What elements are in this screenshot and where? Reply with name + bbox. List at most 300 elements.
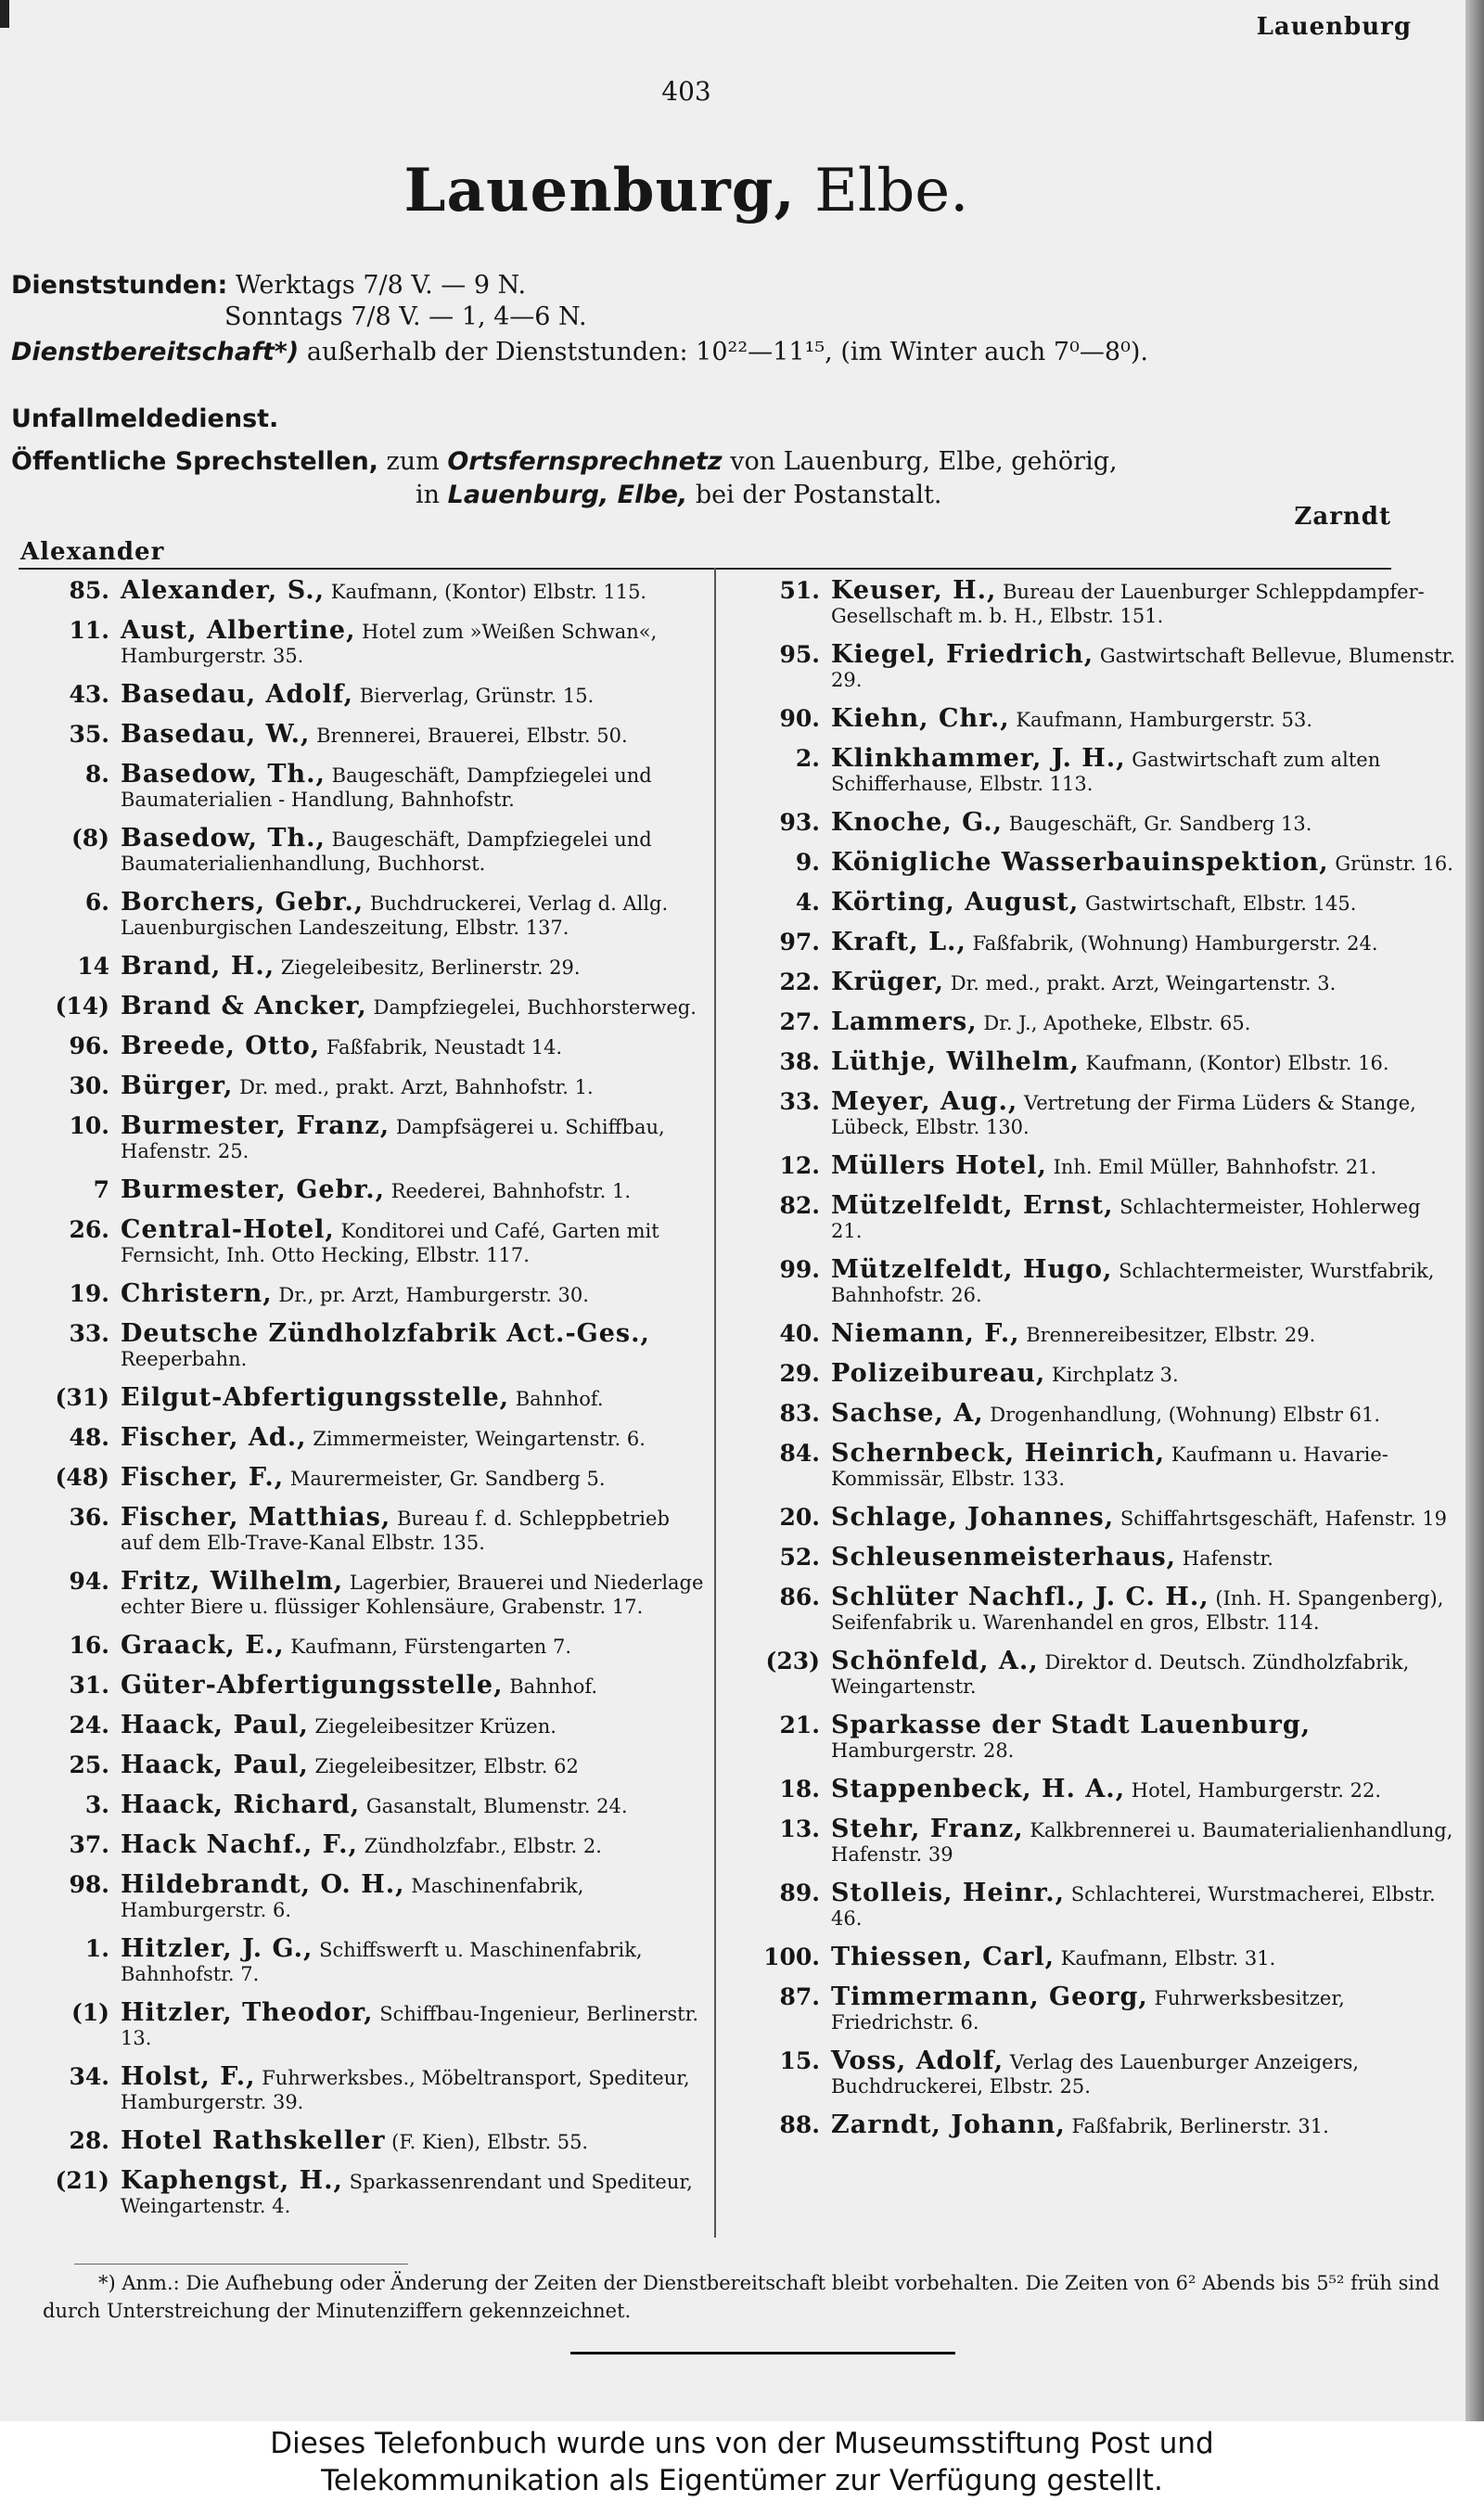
entry-description: Direktor d. Deutsch. Zündholzfabrik, Weingartenstr. [831,1651,1410,1698]
entry-text [831,1777,1456,1803]
range-start: Alexander [20,538,165,566]
entry-text [121,1567,704,1619]
entry-number: 88. [779,2111,820,2138]
entry-number: 82. [779,1192,820,1219]
entry-description: Kaufmann u. Havarie-Kommissär, Elbstr. 133. [831,1443,1388,1490]
entry-description: Faßfabrik, Berlinerstr. 31. [1071,2115,1329,2137]
entry-description: Kaufmann, (Kontor) Elbstr. 16. [1085,1052,1389,1074]
directory-entry [723,744,1456,796]
directory-entry [723,2049,1456,2098]
entry-number: 2. [795,745,820,772]
directory-entry [723,1982,1456,2034]
directory-entry [13,2062,704,2114]
entry-number: 37. [69,1831,109,1858]
entry-name: Schlüter Nachfl., J. C. H., [831,1583,1209,1611]
sprechstellen-text2: von Lauenburg, Elbe, gehörig, [730,447,1118,476]
entry-number: 38. [779,1048,820,1075]
entry-name: Schernbeck, Heinrich, [831,1439,1166,1468]
entry-name: Lüthje, Wilhelm, [831,1047,1080,1076]
entry-text [831,1151,1456,1180]
entry-text [121,760,704,812]
entry-description: Konditorei und Café, Garten mit Fernsicht, Inh. Otto Hecking, Elbstr. 117. [121,1220,659,1266]
directory-entry [13,1215,704,1267]
directory-entry [723,1881,1456,1931]
entry-text [121,1175,704,1204]
entry-number: 99. [779,1256,820,1283]
entry-name: Hitzler, Theodor, [121,1998,374,2027]
entry-text [831,1713,1456,1763]
entry-number: 30. [69,1072,109,1099]
entry-name: Polizeibureau, [831,1359,1046,1388]
entry-text [121,1503,704,1555]
sonntags-line [224,302,587,331]
directory-entry [13,1423,704,1452]
entry-number: 7 [93,1176,109,1203]
entry-description: Zimmermeister, Weingartenstr. 6. [313,1428,646,1450]
entry-number: 40. [779,1320,820,1347]
entry-description: Kaufmann, Hamburgerstr. 53. [1016,709,1313,731]
entry-name: Brand & Ancker, [121,992,367,1020]
entry-number: 94. [69,1568,109,1595]
header-rule [19,568,1391,570]
entry-description: Kirchplatz 3. [1052,1364,1179,1386]
entry-text [121,1713,704,1739]
entry-description: Sparkassenrendant und Spediteur, Weingartenstr. 4. [121,2171,693,2217]
entry-name: Sparkasse der Stadt Lauenburg, [831,1711,1311,1739]
entry-name: Basedau, Adolf, [121,680,354,709]
entry-number: 97. [779,929,820,956]
directory-entry [723,930,1456,956]
entry-text [831,1881,1456,1931]
entry-name: Mützelfeldt, Hugo, [831,1255,1113,1284]
entry-text [121,680,704,709]
entry-number: 16. [69,1632,109,1659]
entry-name: Haack, Paul, [121,1751,309,1779]
entry-text [121,1463,704,1492]
dienststunden-line [11,271,526,300]
entry-name: Mützelfeldt, Ernst, [831,1191,1114,1220]
entry-name: Müllers Hotel, [831,1151,1047,1180]
footnote: *) Anm.: Die Aufhebung oder Änderung der Zeiten der Dienstbereitschaft bleibt vorbehalten. Die Zeiten von 6² Abends bis 5⁵² früh sind durch Unterstreichung der Minutenziffern gekennzeichnet. [43,2272,1440,2322]
entry-description: Bureau f. d. Schleppbetrieb auf dem Elb-Trave-Kanal Elbstr. 135. [121,1508,670,1554]
entry-name: Holst, F., [121,2062,256,2091]
entry-name: Eilgut-Abfertigungsstelle, [121,1383,510,1412]
directory-entry [13,1631,704,1660]
entry-text [831,704,1456,733]
entry-text [121,1671,704,1700]
entry-number: (8) [70,825,109,852]
entry-number: 29. [779,1360,820,1387]
entry-name: Zarndt, Johann, [831,2111,1066,2139]
entry-description: Gasanstalt, Blumenstr. 24. [365,1795,628,1817]
entry-description: Schiffbau-Ingenieur, Berlinerstr. 13. [121,2003,699,2049]
entry-number: 96. [69,1033,109,1059]
entry-text [831,1047,1456,1076]
directory-entry [13,576,704,605]
entry-number: (23) [765,1648,820,1674]
entry-number: 11. [69,617,109,644]
directory-entry [723,1319,1456,1348]
entry-description: Hamburgerstr. 28. [831,1739,1015,1762]
entry-text [831,1319,1456,1348]
entry-number: 12. [779,1152,820,1179]
sprechstellen-text1: zum [386,447,440,476]
entry-description: Fuhrwerksbesitzer, Friedrichstr. 6. [831,1987,1345,2034]
page-title [0,156,1373,225]
entry-name: Breede, Otto, [121,1032,321,1060]
entry-number: 87. [779,1983,820,2010]
entry-number: (1) [70,1999,109,2026]
entry-description: Kaufmann, (Kontor) Elbstr. 115. [330,581,647,603]
entry-number: 33. [779,1088,820,1115]
entry-text [831,744,1456,796]
bereitschaft-label: Dienstbereitschaft*) [11,338,300,366]
entry-description: Gastwirtschaft zum alten Schifferhause, Elbstr. 113. [831,749,1381,795]
entry-number: 43. [69,681,109,708]
entry-description: Dampfsägerei u. Schiffbau, Hafenstr. 25. [121,1116,665,1162]
entry-text [121,1215,704,1267]
directory-entry [723,1047,1456,1076]
directory-entry [13,1790,704,1819]
entry-name: Güter-Abfertigungsstelle, [121,1671,504,1700]
entry-number: 98. [69,1871,109,1898]
directory-entry [13,1870,704,1922]
entry-description: Reederei, Bahnhofstr. 1. [390,1180,632,1202]
entry-text [831,1255,1456,1307]
entry-number: 25. [69,1751,109,1778]
directory-entry [13,1998,704,2050]
entry-description: Faßfabrik, (Wohnung) Hamburgerstr. 24. [972,932,1378,955]
entry-number: 95. [779,641,820,668]
entry-number: 31. [69,1672,109,1699]
directory-entry [723,808,1456,837]
directory-entry [13,888,704,940]
entry-text [831,1087,1456,1139]
entry-description: Kalkbrennerei u. Baumaterialienhandlung, Hafenstr. 39 [831,1819,1453,1866]
column-divider [714,568,716,2238]
directory-entry [13,1671,704,1700]
entry-description: Gastwirtschaft Bellevue, Blumenstr. 29. [831,645,1456,691]
entry-text [121,1790,704,1819]
entry-name: Schönfeld, A., [831,1647,1039,1675]
entry-description: Brennerei, Brauerei, Elbstr. 50. [316,725,628,747]
entry-name: Fischer, F., [121,1463,285,1492]
entry-text [121,1111,704,1163]
entry-text [121,1998,704,2050]
entry-description: Hafenstr. [1182,1547,1273,1570]
title-river: Elbe. [814,157,969,225]
entry-name: Basedau, W., [121,720,311,749]
entry-description: Grünstr. 16. [1335,853,1453,875]
entry-description: Schlachterei, Wurstmacherei, Elbstr. 46. [831,1883,1436,1930]
entry-text [121,1830,704,1859]
entry-name: Hack Nachf., F., [121,1830,358,1859]
entry-name: Meyer, Aug., [831,1087,1018,1116]
entry-description: Bahnhof. [515,1388,604,1410]
entry-description: (F. Kien), Elbstr. 55. [391,2131,589,2153]
entry-text [121,888,704,940]
entry-description: Baugeschäft, Gr. Sandberg 13. [1008,813,1312,835]
entry-text [121,1279,704,1308]
directory-entry [13,1753,704,1778]
entry-number: 22. [779,969,820,995]
entry-description: Vertretung der Firma Lüders & Stange, Lübeck, Elbstr. 130. [831,1092,1416,1138]
directory-entry [13,2166,704,2218]
entry-number: 52. [779,1544,820,1571]
entry-name: Burmester, Gebr., [121,1175,385,1204]
bereitschaft-text: außerhalb der Dienststunden: 10²²—11¹⁵, (im Winter auch 7⁰—8⁰). [306,338,1149,366]
entry-text [121,1034,704,1059]
entry-description: Dr. med., prakt. Arzt, Bahnhofstr. 1. [239,1076,594,1098]
directory-entry [723,704,1456,733]
entry-description: Brennereibesitzer, Elbstr. 29. [1026,1324,1316,1346]
entry-name: Graack, E., [121,1631,285,1660]
entry-name: Central-Hotel, [121,1215,335,1244]
entry-description: Lagerbier, Brauerei und Niederlage echter Biere u. flüssiger Kohlensäure, Grabenstr. 17. [121,1572,704,1618]
entry-description: (Inh. H. Spangenberg), Seifenfabrik u. Warenhandel en gros, Elbstr. 114. [831,1587,1444,1634]
entry-number: 10. [69,1112,109,1139]
entry-text [121,576,704,605]
entry-description: Schiffahrtsgeschäft, Hafenstr. 19 [1119,1508,1448,1530]
entry-description: Schiffswerft u. Maschinenfabrik, Bahnhofstr. 7. [121,1939,643,1985]
directory-entry [13,1934,704,1986]
entry-number: (48) [55,1464,109,1491]
entry-description: Ziegeleibesitzer Krüzen. [314,1715,556,1738]
entry-number: (31) [55,1384,109,1411]
directory-entry [13,1279,704,1308]
directory-entry [723,576,1456,628]
entry-description: Reeperbahn. [121,1348,248,1370]
entry-description: Hotel, Hamburgerstr. 22. [1131,1779,1382,1802]
footnote-rule [74,2264,408,2265]
entry-description: Gastwirtschaft, Elbstr. 145. [1085,892,1357,915]
entry-number: 9. [795,849,820,876]
entry-description: Ziegeleibesitzer, Elbstr. 62 [314,1755,579,1777]
entry-name: Klinkhammer, J. H., [831,744,1126,773]
entry-name: Stehr, Franz, [831,1815,1024,1843]
entry-name: Stolleis, Heinr., [831,1879,1066,1907]
directory-entry [13,1175,704,1204]
entry-name: Basedow, Th., [121,760,326,789]
entry-text [121,1631,704,1660]
entry-text [121,1423,704,1452]
entry-description: Dr. med., prakt. Arzt, Weingartenstr. 3. [950,972,1337,994]
entry-description: Bureau der Lauenburger Schleppdampfer-Gesellschaft m. b. H., Elbstr. 151. [831,581,1425,627]
entry-text [831,888,1456,917]
entry-number: 21. [779,1712,820,1739]
directory-entry [13,1713,704,1739]
directory-entry [723,848,1456,877]
entry-text [831,1945,1456,1970]
directory-entry [13,824,704,876]
entry-description: Dampfziegelei, Buchhorsterweg. [373,996,697,1019]
entry-number: 36. [69,1504,109,1531]
directory-entry [723,1007,1456,1036]
entry-description: Baugeschäft, Dampfziegelei und Baumaterialien - Handlung, Bahnhofstr. [121,764,652,811]
entry-description: Schlachtermeister, Wurstfabrik, Bahnhofstr. 26. [831,1260,1435,1306]
bereitschaft-line [11,338,1148,366]
directory-entry [13,952,704,981]
entry-name: Stappenbeck, H. A., [831,1775,1126,1803]
entry-text [831,970,1456,995]
entry-name: Kraft, L., [831,928,966,956]
directory-entry [723,640,1456,692]
directory-entry [13,1111,704,1163]
entry-number: 93. [779,809,820,836]
directory-entry [13,720,704,749]
entry-name: Sachse, A, [831,1399,984,1428]
entry-name: Kiegel, Friedrich, [831,640,1094,669]
entry-number: 13. [779,1816,820,1842]
entry-description: Schlachtermeister, Hohlerweg 21. [831,1196,1421,1242]
entry-name: Kiehn, Chr., [831,704,1010,733]
entry-number: 15. [779,2047,820,2074]
entry-text [831,1399,1456,1428]
directory-entry [723,1151,1456,1180]
entry-description: Verlag des Lauenburger Anzeigers, Buchdruckerei, Elbstr. 25. [831,2051,1360,2098]
scan-edge-shadow [1465,0,1484,2421]
entry-text [831,848,1456,877]
directory-entry [13,680,704,709]
entry-description: Ziegeleibesitz, Berlinerstr. 29. [280,956,581,979]
directory-entry [13,1034,704,1059]
entry-name: Christern, [121,1279,273,1308]
dienststunden-label: Dienststunden: [11,271,228,300]
entry-number: 51. [779,577,820,604]
directory-entry [723,1945,1456,1970]
entry-name: Fischer, Matthias, [121,1503,391,1532]
entry-name: Basedow, Th., [121,824,326,853]
entry-number: 90. [779,705,820,732]
directory-entry [723,2113,1456,2138]
entry-text [121,1319,704,1371]
entry-name: Brand, H., [121,952,275,981]
entry-text [121,1753,704,1778]
entry-text [831,1543,1456,1572]
directory-entry [13,1071,704,1100]
bottom-rule [570,2352,955,2354]
entry-text [831,1007,1456,1036]
directory-entry [723,1817,1456,1867]
entry-number: 84. [779,1440,820,1467]
entry-text [121,2166,704,2218]
entry-number: 20. [779,1504,820,1531]
entry-text [121,720,704,749]
directory-entry [723,1713,1456,1763]
entry-number: 4. [795,889,820,916]
entry-name: Krüger, [831,968,945,996]
entry-number: 1. [84,1935,109,1962]
entry-name: Aust, Albertine, [121,616,356,645]
entry-name: Haack, Richard, [121,1790,361,1819]
werktags-hours: Werktags 7/8 V. — 9 N. [235,271,527,300]
entry-text [831,1817,1456,1867]
directory-entry [723,1777,1456,1803]
ownership-banner [0,2421,1484,2502]
entry-description: Dr. J., Apotheke, Elbstr. 65. [983,1012,1251,1034]
running-head: Lauenburg [1256,13,1412,41]
entry-number: 14 [77,953,109,980]
entry-number: (14) [55,993,109,1020]
entry-number: 86. [779,1584,820,1610]
entry-description: Hotel zum »Weißen Schwan«, Hamburgerstr. 35. [121,621,658,667]
entry-number: 26. [69,1216,109,1243]
entry-name: Voss, Adolf, [831,2047,1004,2075]
entry-description: Inh. Emil Müller, Bahnhofstr. 21. [1053,1156,1377,1178]
entry-number: 33. [69,1320,109,1347]
entry-description: Maschinenfabrik, Hamburgerstr. 6. [121,1875,584,1921]
entry-description: Bahnhof. [509,1675,598,1698]
entry-number: 27. [779,1008,820,1035]
entry-number: 35. [69,721,109,748]
entry-text [831,1439,1456,1491]
sprechstellen-italic2: Lauenburg, Elbe, [447,481,688,509]
entry-text [121,1870,704,1922]
sprechstellen-post: bei der Postanstalt. [695,481,942,509]
entry-text [831,930,1456,956]
entry-name: Deutsche Zündholzfabrik Act.-Ges., [121,1319,650,1348]
directory-entry [723,1087,1456,1139]
entry-name: Timmermann, Georg, [831,1982,1148,2011]
entry-text [831,1503,1456,1532]
entry-name: Knoche, G., [831,808,1004,837]
directory-entry [723,1191,1456,1243]
directory-entry [723,1543,1456,1572]
banner-line-1: Dieses Telefonbuch wurde uns von der Museumsstiftung Post und [270,2427,1214,2460]
entry-description: Zündholzfabr., Elbstr. 2. [364,1835,602,1857]
entry-text [831,2049,1456,2098]
page-number: 403 [661,76,711,107]
entry-name: Niemann, F., [831,1319,1020,1348]
entry-text [831,1982,1456,2034]
sonntags-hours: Sonntags 7/8 V. — 1, 4—6 N. [224,302,587,331]
entry-description: Drogenhandlung, (Wohnung) Elbstr 61. [990,1404,1380,1426]
directory-entry [13,760,704,812]
entry-number: 24. [69,1712,109,1739]
sprechstellen-pre: in [416,481,441,509]
unfallmeldedienst: Unfallmeldedienst. [11,404,279,433]
entry-number: 19. [69,1280,109,1307]
entry-text [121,1934,704,1986]
entry-number: 3. [84,1791,109,1818]
directory-entry [13,616,704,668]
directory-entry [723,1585,1456,1635]
entry-description: Bierverlag, Grünstr. 15. [359,685,595,707]
directory-entry [13,994,704,1020]
entry-name: Kaphengst, H., [121,2166,343,2195]
entry-number: 34. [69,2063,109,2090]
entry-name: Fritz, Wilhelm, [121,1567,344,1596]
entry-text [121,616,704,668]
banner-line-2: Telekommunikation als Eigentümer zur Verfügung gestellt. [321,2464,1163,2497]
entry-text [121,824,704,876]
entry-number: 83. [779,1400,820,1427]
entry-name: Schlage, Johannes, [831,1503,1115,1532]
entry-text [831,1649,1456,1699]
title-city: Lauenburg, [403,156,796,225]
entry-text [121,2062,704,2114]
entry-name: Schleusenmeisterhaus, [831,1543,1177,1572]
entry-number: 85. [69,577,109,604]
entry-name: Körting, August, [831,888,1080,917]
directory-entry [13,1319,704,1371]
entry-text [831,576,1456,628]
entry-description: Kaufmann, Fürstengarten 7. [290,1636,572,1658]
entry-description: Fuhrwerksbes., Möbeltransport, Spediteur, Hamburgerstr. 39. [121,2067,690,2113]
entry-description: Baugeschäft, Dampfziegelei und Baumaterialienhandlung, Buchhorst. [121,828,652,875]
entry-number: 6. [84,889,109,916]
entry-number: (21) [55,2167,109,2194]
